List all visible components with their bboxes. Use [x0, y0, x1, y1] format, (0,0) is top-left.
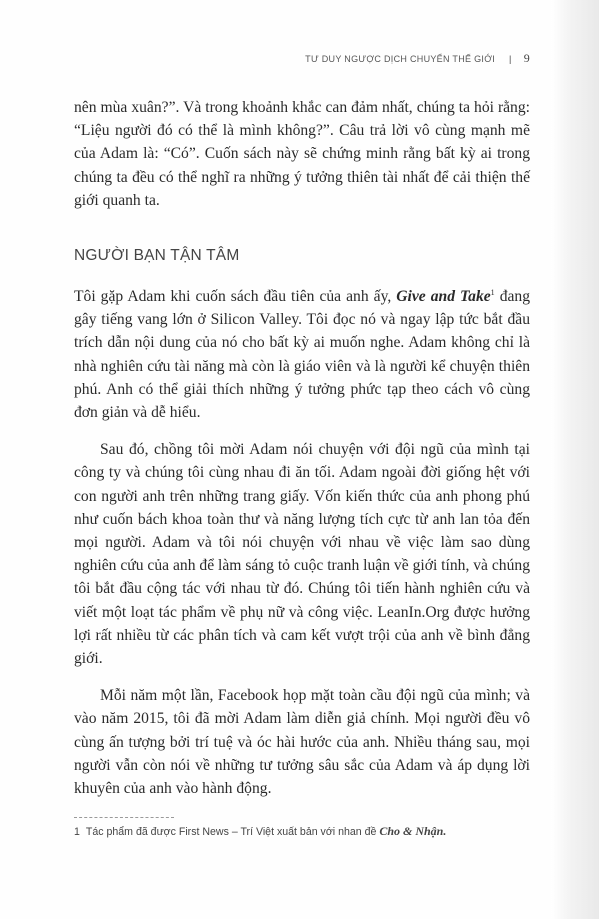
- page-edge-shadow: [551, 0, 599, 919]
- paragraph-facebook: Mỗi năm một lần, Facebook họp mặt toàn cầu đội ngũ của mình; và vào năm 2015, tôi đã mời Adam làm diễn giả chính. Mọi người đều vô cùng ấn tượng bởi trí tuệ và óc hài hước của anh. Nhiều tháng sau, mọi người vẫn còn nói về những tư tưởng sâu sắc của Adam và áp dụng lời khuyên của anh vào hành động.: [74, 687, 530, 798]
- running-title: TƯ DUY NGƯỢC DỊCH CHUYỂN THẾ GIỚI: [305, 54, 496, 64]
- page-number: 9: [523, 51, 530, 65]
- header-separator: |: [509, 54, 512, 64]
- paragraph-collaboration: Sau đó, chồng tôi mời Adam nói chuyện với đội ngũ của mình tại công ty và chúng tôi cùng nhau đi ăn tối. Adam ngoài đời giống hệt với con người anh trên những trang giấy. Vốn kiến thức của anh phong phú như cuốn bách khoa toàn thư và năng lượng tích cực từ anh lan tỏa đến mọi người. Adam và tôi nói chuyện với nhau về việc làm sao dùng nghiên cứu của anh để làm sáng tỏ cuộc tranh luận về giới tính, và chúng tôi bắt đầu cộng tác với nhau từ đó. Chúng tôi tiến hành nghiên cứu và viết một loạt tác phẩm về phụ nữ và công việc. LeanIn.Org được hưởng lợi rất nhiều từ các phân tích và cam kết vượt trội của anh về bình đẳng giới.: [74, 441, 530, 668]
- footnote-book-title: Cho & Nhận.: [379, 824, 447, 838]
- paragraph-intro-rest: đang gây tiếng vang lớn ở Silicon Valley. Tôi đọc nó và ngay lập tức bắt đầu trích dẫn nội dung của nó cho bất kỳ ai muốn nghe. Adam không chỉ là nhà nghiên cứu tài năng mà còn là giáo viên và là người kể chuyện thiên phú. Anh có thể giải thích những ý tưởng phức tạp theo cách vô cùng đơn giản và dễ hiểu.: [74, 288, 531, 422]
- paragraph-intro: [74, 285, 530, 424]
- footnote-number: 1: [74, 826, 80, 838]
- paragraph-intro-lead: Tôi gặp Adam khi cuốn sách đầu tiên của anh ấy,: [74, 288, 397, 306]
- book-title: Give and Take: [396, 288, 491, 306]
- footnote-divider: [74, 817, 174, 818]
- footnote: [74, 824, 534, 839]
- running-header: [0, 51, 530, 66]
- footnote-text: Tác phẩm đã được First News – Trí Việt xuất bản với nhan đề: [85, 826, 380, 838]
- main-text: [74, 96, 530, 800]
- footnote-reference: 1: [490, 288, 495, 298]
- section-heading: NGƯỜI BẠN TẬN TÂM: [74, 247, 240, 265]
- paragraph-continued: nên mùa xuân?”. Và trong khoảnh khắc can đảm nhất, chúng ta hỏi rằng: “Liệu người đó có thể là mình không?”. Câu trả lời vô cùng mạnh mẽ của Adam là: “Có”. Cuốn sách này sẽ chứng minh rằng bất kỳ ai trong chúng ta đều có thể nghĩ ra những ý tưởng thiên tài nhất để cải thiện thế giới quanh ta.: [74, 99, 530, 209]
